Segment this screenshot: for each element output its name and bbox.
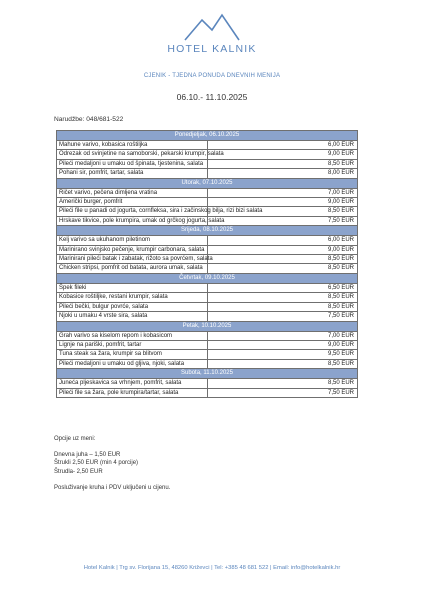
menu-item-name: Marinirano svinjsko pečenje, krumpir carbonara, salata [57, 245, 208, 254]
menu-item-name: Pohani sir, pomfrit, tartar, salata [57, 169, 208, 178]
order-phone: Narudžbe: 048/681-522 [54, 116, 124, 123]
menu-item-price: 8,50 EUR [207, 379, 358, 388]
day-title: Četvrtak, 09.10.2025 [57, 273, 358, 283]
menu-item-row [57, 283, 358, 292]
menu-item-price: 9,00 EUR [207, 198, 358, 207]
option-strukli: Štrukli 2,50 EUR (min 4 porcije) [54, 460, 139, 467]
menu-item-price: 7,00 EUR [207, 188, 358, 197]
menu-item-price: 8,50 EUR [207, 207, 358, 216]
menu-item-price: 9,00 EUR [207, 245, 358, 254]
menu-item-price: 9,00 EUR [207, 340, 358, 349]
menu-item-name: Hrskave tikvice, pole krumpira, umak od grčkog jogurta, salata [57, 216, 208, 225]
menu-item-row [57, 188, 358, 197]
menu-item-price: 9,00 EUR [207, 150, 358, 159]
day-header-row [57, 178, 358, 188]
menu-item-row [57, 141, 358, 150]
day-header-row [57, 321, 358, 331]
menu-item-price: 8,50 EUR [207, 255, 358, 264]
menu-item-price: 9,50 EUR [207, 350, 358, 359]
menu-item-row [57, 216, 358, 225]
menu-item-price: 7,50 EUR [207, 388, 358, 397]
menu-item-row [57, 207, 358, 216]
menu-item-name: Marinirani pileći batak i zabatak, rižoto sa povrćem, salata [57, 255, 208, 264]
menu-item-row [57, 198, 358, 207]
menu-item-row [57, 340, 358, 349]
menu-item-name: Američki burger, pomfrit [57, 198, 208, 207]
menu-item-name: Chicken stripsi, pomfrit od batata, aurora umak, salata [57, 264, 208, 273]
menu-item-row [57, 379, 358, 388]
menu-item-name: Pileći medaljoni u umaku od špinata, tjestenina, salata [57, 159, 208, 168]
menu-item-price: 6,00 EUR [207, 141, 358, 150]
bread-vat-note: Posluživanje kruha i PDV uključeni u cijenu. [54, 484, 171, 491]
menu-item-name: Njoki u umaku 4 vrste sira, salata [57, 312, 208, 321]
menu-item-row [57, 302, 358, 311]
menu-item-name: Ričet varivo, pečena dimljena vratina [57, 188, 208, 197]
menu-item-name: Mahune varivo, kobasica roštiljka [57, 141, 208, 150]
menu-item-row [57, 245, 358, 254]
menu-item-row [57, 312, 358, 321]
mountain-logo-icon [182, 12, 242, 42]
day-header-row [57, 369, 358, 379]
menu-item-name: Špek fileki [57, 283, 208, 292]
menu-item-price: 8,50 EUR [207, 159, 358, 168]
menu-notes [54, 435, 170, 492]
menu-item-price: 8,50 EUR [207, 293, 358, 302]
day-header-row [57, 131, 358, 141]
menu-item-row [57, 255, 358, 264]
menu-item-price: 8,50 EUR [207, 302, 358, 311]
menu-item-row [57, 169, 358, 178]
hotel-logo [0, 12, 424, 55]
menu-item-price: 8,50 EUR [207, 264, 358, 273]
option-strudla: Štrudla- 2,50 EUR [54, 468, 103, 475]
menu-item-price: 8,50 EUR [207, 359, 358, 368]
document-subtitle: CJENIK - TJEDNA PONUDA DNEVNIH MENIJA [143, 73, 281, 79]
menu-item-name: Odrezak od svinjetine na samoborski, pekarski krumpir, salata [57, 150, 208, 159]
day-title: Utorak, 07.10.2025 [57, 178, 358, 188]
menu-item-price: 7,50 EUR [207, 216, 358, 225]
options-title: Opcije uz meni: [54, 436, 96, 442]
date-range: 06.10.- 11.10.2025 [176, 92, 248, 102]
menu-item-name: Pileći bečki, bulgur povrće, salata [57, 302, 208, 311]
menu-item-row [57, 150, 358, 159]
menu-item-name: Pileći file u panadi od jogurta, cornfleksa, sira i začinskog bilja, rizi bizi salata [57, 207, 208, 216]
menu-item-name: Kobasice roštiljke, restani krumpir, salata [57, 293, 208, 302]
menu-item-price: 6,50 EUR [207, 283, 358, 292]
hotel-name: HOTEL KALNIK [167, 43, 257, 55]
menu-item-price: 7,50 EUR [207, 312, 358, 321]
day-title: Srijeda, 08.10.2025 [57, 226, 358, 236]
option-soup: Dnevna juha – 1,50 EUR [54, 452, 121, 459]
day-title: Subota, 11.10.2025 [57, 369, 358, 379]
menu-item-row [57, 359, 358, 368]
day-header-row [57, 273, 358, 283]
menu-item-price: 8,00 EUR [207, 169, 358, 178]
day-title: Ponedjeljak, 06.10.2025 [57, 131, 358, 141]
menu-item-row [57, 388, 358, 397]
menu-item-name: Kelj varivo sa ukuhanom piletinom [57, 236, 208, 245]
menu-item-name: Tuna steak sa žara, krumpir sa blitvom [57, 350, 208, 359]
menu-item-row [57, 159, 358, 168]
day-title: Petak, 10.10.2025 [57, 321, 358, 331]
menu-item-row [57, 350, 358, 359]
menu-item-name: Juneća pljeskavica sa vrhnjem, pomfrit, salata [57, 379, 208, 388]
menu-item-row [57, 331, 358, 340]
menu-item-row [57, 293, 358, 302]
menu-item-name: Pileći medaljoni u umaku od gljiva, njoki, salata [57, 359, 208, 368]
menu-item-price: 6,00 EUR [207, 236, 358, 245]
menu-item-name: Grah varivo sa kiselom repom i kobasicom [57, 331, 208, 340]
menu-item-price: 7,00 EUR [207, 331, 358, 340]
page-footer: Hotel Kalnik | Trg sv. Florijana 15, 48260 Križevci | Tel: +385 48 681 522 | Email: info@hotelkalnik.hr [83, 565, 341, 571]
menu-item-name: Lignje na pariški, pomfrit, tartar [57, 340, 208, 349]
menu-item-row [57, 236, 358, 245]
menu-item-name: Pileći file sa žara, pole krumpira/tartar, salata [57, 388, 208, 397]
day-header-row [57, 226, 358, 236]
weekly-menu-table [56, 130, 358, 398]
menu-item-row [57, 264, 358, 273]
